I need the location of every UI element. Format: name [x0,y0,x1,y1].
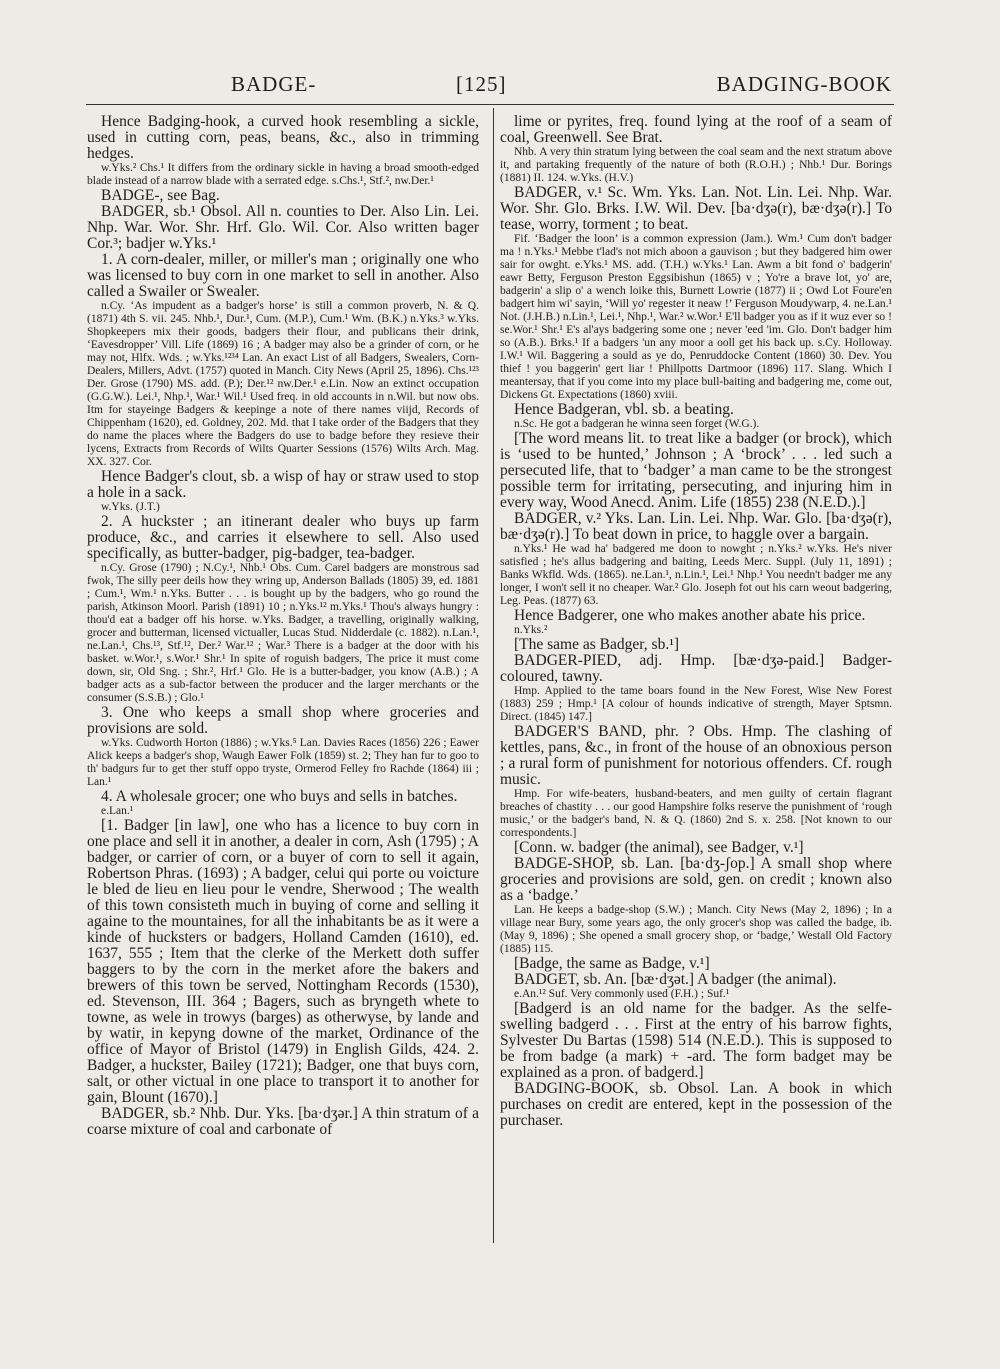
citation-paragraph: n.Sc. He got a badgeran he winna seen forget (W.G.). [514,418,760,430]
running-header [86,72,892,106]
citation-paragraph: w.Yks.² Chs.¹ It differs from the ordinary sickle in having a broad smooth-edged blade instead of a narrow blade with a serrated edge. s.Chs.¹, Stf.², nw.Der.¹ [87,162,479,187]
entry-paragraph: [The word means lit. to treat like a badger (or brock), which is ‘used to be hunted,’ Johnson ; A ‘brock’ . . . led such a persecuted life, that to ‘badger’ a man came to be the strongest possible term for irritating, persecuting, and injuring him in every way, Wood Anecd. Anim. Life (1855) 238 (N.E.D.).] [500,430,892,511]
citation-paragraph: n.Yks.² [514,624,548,636]
entry-paragraph: [Badgerd is an old name for the badger. As the selfe-swelling badgerd . . . First at the entry of his barrow fights, Sylvester Du Bartas (1598) 514 (N.E.D.). This is supposed to be from badge (a mark) + -ard. The form badget may be explained as a pron. of badgerd.] [500,1000,892,1081]
entry-paragraph: BADGER'S BAND, phr. ? Obs. Hmp. The clashing of kettles, pans, &c., in front of the house of an obnoxious person ; a rural form of punishment for notorious offenders. Cf. rough music. [500,723,892,788]
citation-paragraph: w.Yks. Cudworth Horton (1886) ; w.Yks.⁵ Lan. Davies Races (1856) 226 ; Eawer Alick keeps a badger's shop, Waugh Eawer Folk (1859) st. 2; They han fur to goo to th' badgurs fur to get ther stuff oppo tryste, Ormerod Felley fro Rachde (1864) iii ; Lan.¹ [87,737,479,788]
entry-paragraph: lime or pyrites, freq. found lying at the roof of a seam of coal, Greenwell. See Brat. [500,113,892,146]
entry-paragraph: [1. Badger [in law], one who has a licence to buy corn in one place and sell it in another, a dealer in corn, Ash (1795) ; A badger, or carrier of corn, or a buyer of corn to sell it again, Robertson Phras. (1693) ; A badger, celui qui porte ou voicture le bled de lieu en lieu pour le vendre, Sherwood ; The wealth of this town consisteth much in buying of corne and selling it againe to the mountaines, for all the inhabitants be as it were a kinde of hucksters or badgers, Holland Camden (1610), ed. 1637, 555 ; Item that the clerke of the Merkett doth suffer baggers to by the corn in the merket afore the bakers and brewers of this town be served, Nottingham Records (1530), ed. Stevenson, III. 364 ; Bagers, such as bryngeth whete to towne, as wele in trowys (barges) as otherwyse, by lande and by watir, in kepyng downe of the market, Ordinance of the office of Mayor of Bristol (1479) in English Gilds, 424. 2. Badger, a huckster, Bailey (1721); Badger, one that buys corn, salt, or other victual in one place to transport it to another for gain, Blount (1670).] [87,817,479,1106]
entry-paragraph: BADGER, sb.¹ Obsol. All n. counties to Der. Also Lin. Lei. Nhp. War. Wor. Shr. Hrf. Glo. Wil. Cor. Also written bager Cor.³; badjer w.Yks.¹ [87,203,479,252]
entry-paragraph: Hence Badger's clout, sb. a wisp of hay or straw used to stop a hole in a sack. [87,468,479,501]
column-divider [493,108,494,1243]
entry-paragraph: BADGE-, see Bag. [101,187,220,204]
header-last-word: BADGING-BOOK [716,72,892,96]
entry-paragraph: 1. A corn-dealer, miller, or miller's man ; originally one who was licensed to buy corn in one market to sell in another. Also called a Swailer or Swealer. [87,251,479,300]
citation-paragraph: n.Cy. Grose (1790) ; N.Cy.¹, Nhb.¹ Obs. Cum. Carel badgers are monstrous sad fwok, The silly peer deils how they wring up, Anderson Ballads (1805) 39, ed. 1881 ; Cum.¹, Wm.¹ n.Yks. Butter . . . is bought up by the badgers, who go round the parish, Atkinson Moorl. Parish (1891) 10 ; n.Yks.¹² m.Yks.¹ Thou's always hungry : thou'd eat a badger off his horse. w.Yks. Badger, a travelling, originally walking, grocer and butterman, licensed victualler, Lucas Stud. Nidderdale (c. 1882). n.Lan.¹, ne.Lan.¹, Chs.¹³, Stf.¹², Der.² War.¹² ; War.³ There is a badger at the door with his basket. w.Wor.¹, s.Wor.¹ Shr.¹ In spite of roguish badgers, The price it must come down, sir, Old Sng. ; Shr.², Hrf.¹ Glo. He is a butter-badger, you know (A.B.) ; A badger acts as a sub-factor between the producer and the larger merchants or the consumer (S.S.B.) ; Glo.¹ [87,562,479,704]
entry-paragraph: BADGER, sb.² Nhb. Dur. Yks. [ba·dʒər.] A thin stratum of a coarse mixture of coal and carbonate of [87,1105,479,1138]
citation-paragraph: Hmp. For wife-beaters, husband-beaters, and men guilty of certain flagrant breaches of chastity . . . our good Hampshire folks reserve the punishment of ‘rough music,’ or the badger's band, N. & Q. (1860) 2nd S. x. 258. [Not known to our correspondents.] [500,788,892,839]
citation-paragraph: Nhb. A very thin stratum lying between the coal seam and the next stratum above it, and partaking frequently of the nature of both (R.O.H.) ; Nhb.¹ Dur. Borings (1881) II. 124. w.Yks. (H.V.) [500,146,892,184]
citation-paragraph: n.Yks.¹ He wad ha' badgered me doon to nowght ; n.Yks.² w.Yks. He's niver satisfied ; he's allus badgering and baiting, Leeds Merc. Suppl. (July 11, 1891) ; Banks Wkfld. Wds. (1865). ne.Lan.¹, n.Lin.¹, Lei.¹ Nhp.¹ You needn't badger me any longer, I won't sell it no cheaper. War.² Glo. Joseph fot out his carn weout badgering, Leg. Peas. (1877) 63. [500,543,892,607]
entry-paragraph: [Conn. w. badger (the animal), see Badger, v.¹] [514,839,804,856]
entry-paragraph: Hence Badging-hook, a curved hook resembling a sickle, used in cutting corn, peas, beans, &c., also in trimming hedges. [87,113,479,162]
citation-paragraph: e.Lan.¹ [101,805,134,817]
entry-paragraph: BADGER-PIED, adj. Hmp. [bæ·dʒə-paid.] Badger-coloured, tawny. [500,652,892,685]
entry-paragraph: 4. A wholesale grocer; one who buys and sells in batches. [101,788,458,805]
entry-paragraph: [The same as Badger, sb.¹] [514,636,679,653]
entry-paragraph: [Badge, the same as Badge, v.¹] [514,955,710,972]
header-rule [86,104,894,105]
entry-paragraph: BADGER, v.¹ Sc. Wm. Yks. Lan. Not. Lin. Lei. Nhp. War. Wor. Shr. Glo. Brks. I.W. Wil. Dev. [ba·dʒə(r), bæ·dʒə(r).] To tease, worry, torment ; to beat. [500,184,892,233]
citation-paragraph: w.Yks. (J.T.) [101,501,160,513]
citation-paragraph: Hmp. Applied to the tame boars found in the New Forest, Wise New Forest (1883) 259 ; Hmp.¹ [A colour of hounds indicative of strength, Mayer Sptsmn. Direct. (1845) 147.] [500,685,892,723]
header-first-word: BADGE- [231,72,317,96]
citation-paragraph: Fif. ‘Badger the loon’ is a common expression (Jam.). Wm.¹ Cum don't badger ma ! n.Yks.¹ Mebbe t'lad's not mich aboon a gauvison ; but they badgered him ower sair for owght. e.Yks.¹ MS. add. (T.H.) w.Yks.¹ Lan. Awm a bit fond o' badgerin' eawr Betty, Ferguson Preston Eggsibishun (1865) v ; Yo're a brave lot, yo' are, badgerin' a slip o' a wench loike this, Burnett Lowrie (1877) ii ; Owd Lot Foure'en badgert him wi' sayin, ‘Will yo' regester it neaw !’ Ferguson Moudywarp, 4. ne.Lan.¹ Not. (J.H.B.) n.Lin.¹, Lei.¹, Nhp.¹, War.² w.Wor.¹ E'll badger you as if it wuz ever so ! se.Wor.¹ Shr.¹ E's al'ays badgering some one ; never 'eed 'im. Glo. Don't badger him so (A.B.). Brks.¹ If a badgers 'un any moor a ooll get his back up. s.Cy. Holloway. I.W.¹ Wil. Baggering a sould as ye do, Penruddocke Content (1860) 30. Dev. You thief ! you baggerin' gert liar ! Phillpotts Dartmoor (1896) 117. Slang. Which I meantersay, that if you come into my place bull-baiting and badgering me, come out, Dickens Gt. Expectations (1860) xviii. [500,233,892,401]
entry-paragraph: 3. One who keeps a small shop where groceries and provisions are sold. [87,704,479,737]
entry-paragraph: Hence Badgerer, one who makes another abate his price. [514,607,866,624]
entry-paragraph: BADGET, sb. An. [bæ·dʒət.] A badger (the animal). [514,971,837,988]
page-number: [125] [456,72,507,96]
entry-paragraph: BADGER, v.² Yks. Lan. Lin. Lei. Nhp. War. Glo. [ba·dʒə(r), bæ·dʒə(r).] To beat down in price, to haggle over a bargain. [500,510,892,543]
citation-paragraph: e.An.¹² Suf. Very commonly used (F.H.) ; Suf.¹ [514,988,730,1000]
left-column [87,114,479,1138]
entry-paragraph: BADGE-SHOP, sb. Lan. [ba·dʒ-ʃop.] A small shop where groceries and provisions are sold, gen. on credit ; known also as a ‘badge.’ [500,855,892,904]
entry-paragraph: Hence Badgeran, vbl. sb. a beating. [514,401,734,418]
entry-paragraph: 2. A huckster ; an itinerant dealer who buys up farm produce, &c., and carries it elsewhere to sell. Also used specifically, as butter-badger, pig-badger, tea-badger. [87,513,479,562]
right-column [500,114,892,1129]
citation-paragraph: n.Cy. ‘As impudent as a badger's horse’ is still a common proverb, N. & Q. (1871) 4th S. vii. 245. Nhb.¹, Dur.¹, Cum. (M.P.), Cum.¹ Wm. (B.K.) n.Yks.³ w.Yks. Shopkeepers mix their goods, badgers their flour, and publicans their drink, ‘Eavesdropper’ Vill. Life (1869) 16 ; A badger may also be a grinder of corn, or he may not, Hlfx. Wds. ; w.Yks.¹²³⁴ Lan. An exact List of all Badgers, Swealers, Corn-Dealers, Millers, Advt. (1757) quoted in Manch. City News (April 25, 1896). Chs.¹²³ Der. Grose (1790) MS. add. (P.); Der.¹² nw.Der.¹ e.Lin. Now an extinct occupation (G.G.W.). Lei.¹, Nhp.¹, War.¹ Wil.¹ Used freq. in old accounts in n.Wil. but now obs. Itm for stayeinge Badgers & keepinge a note of there names viijd, Records of Chippenham (1620), ed. Goldney, 202. Md. that I take order of the Badgers that they do name the places where the Badgers do use to badge before they resieve their lycens, Extracts from Records of Wilts Quarter Sessions (1576) Wilts Arch. Mag. XX. 327. Cor. [87,300,479,468]
citation-paragraph: Lan. He keeps a badge-shop (S.W.) ; Manch. City News (May 2, 1896) ; In a village near Bury, some years ago, the only grocer's shop was called the badge, ib. (May 9, 1896) ; She opened a small grocery shop, or ‘badge,’ Westall Old Factory (1885) 115. [500,904,892,955]
entry-paragraph: BADGING-BOOK, sb. Obsol. Lan. A book in which purchases on credit are entered, kept in the possession of the purchaser. [500,1080,892,1129]
